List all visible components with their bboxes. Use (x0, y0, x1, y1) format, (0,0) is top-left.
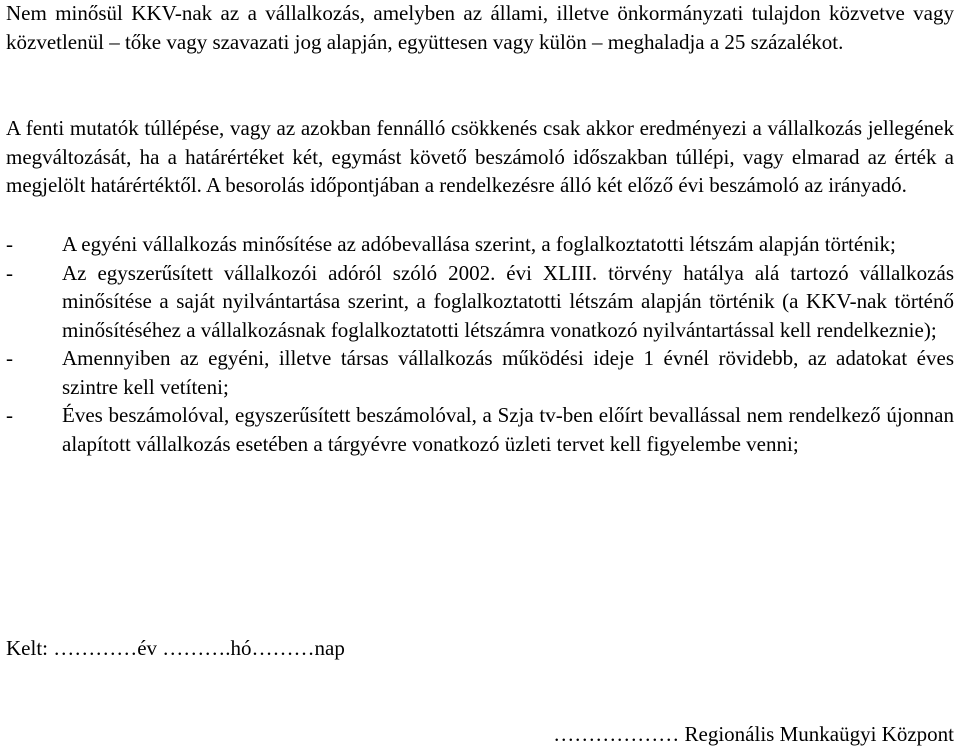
list-item (6, 401, 954, 458)
classification-rules-list (6, 230, 954, 458)
list-item-text: Éves beszámolóval, egyszerűsített beszámolóval, a Szja tv-ben előírt bevallással nem rendelkező újonnan alapított vállalkozás esetében a tárgyévre vonatkozó üzleti tervet kell figyelembe venni; (62, 403, 954, 456)
paragraph-threshold: A fenti mutatók túllépése, vagy az azokban fennálló csökkenés csak akkor eredményezi a vállalkozás jellegének megváltozását, ha a határértéket két, egymást követő beszámoló időszakban túllépi, vagy elmarad az érték a megjelölt határértéktől. A besorolás időpontjában a rendelkezésre álló két előző évi beszámoló az irányadó. (6, 116, 954, 197)
paragraph-kkv-ownership: Nem minősül KKV-nak az a vállalkozás, amelyben az állami, illetve önkormányzati tulajdon közvetve vagy közvetlenül – tőke vagy szavazati jog alapján, együttesen vagy külön – meghaladja a 25 százalékot. (6, 1, 954, 54)
list-dash: - (6, 403, 13, 427)
list-dash: - (6, 260, 13, 285)
list-dash: - (6, 232, 13, 256)
signature-line: ……………… Regionális Munkaügyi Központ (553, 722, 954, 746)
list-item (6, 344, 954, 401)
list-item (6, 230, 954, 259)
list-item-text: A egyéni vállalkozás minősítése az adóbevallása szerint, a foglalkoztatotti létszám alapján történik; (62, 232, 896, 256)
list-item-text: Az egyszerűsített vállalkozói adóról szóló 2002. évi XLIII. törvény hatálya alá tartozó vállalkozás minősítése a saját nyilvántartása szerint, a foglalkoztatotti létszám alapján történik (a KKV-nak történő minősítéséhez a vállalkozásnak foglalkoztatotti létszámra vonatkozó nyilvántartással kell rendelkeznie); (62, 260, 954, 342)
date-line: Kelt: …………év ……….hó………nap (6, 636, 345, 660)
list-item-text: Amennyiben az egyéni, illetve társas vállalkozás működési ideje 1 évnél rövidebb, az adatokat éves szintre kell vetíteni; (62, 346, 954, 399)
list-dash: - (6, 346, 13, 370)
list-item (6, 259, 954, 345)
